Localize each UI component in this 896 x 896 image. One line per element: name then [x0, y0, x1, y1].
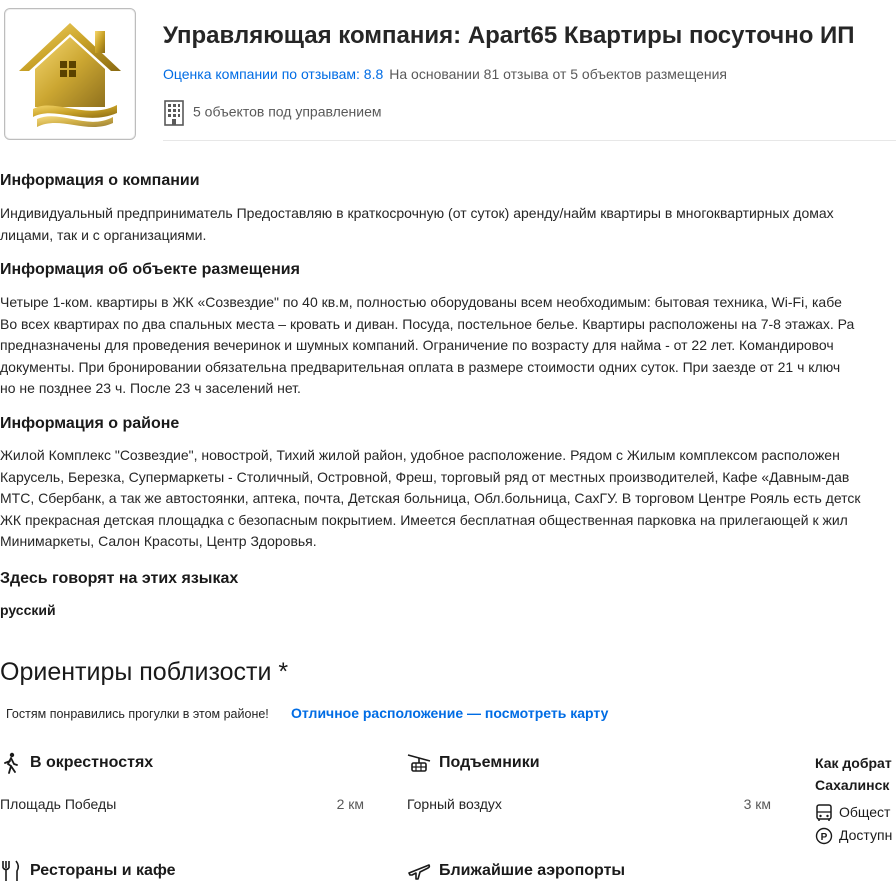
nearby-item-name: Горный воздух: [407, 796, 502, 812]
category-title: Рестораны и кафе: [30, 862, 176, 880]
languages-heading: Здесь говорят на этих языках: [0, 570, 239, 587]
category-title: Подъемники: [439, 754, 540, 772]
category-surroundings: [0, 752, 153, 774]
house-logo-icon: [5, 9, 135, 139]
getting-there-heading-line: Как добрат: [815, 755, 892, 771]
category-title: Ближайшие аэропорты: [439, 862, 626, 880]
rating-basis: На основании 81 отзыва от 5 объектов размещения: [389, 66, 727, 82]
district-info-heading: Информация о районе: [0, 415, 180, 432]
properties-managed-text: 5 объектов под управлением: [193, 103, 382, 120]
property-info-text: Четыре 1-ком. квартиры в ЖК «Созвездие" по 40 кв.м, полностью оборудованы всем необходимым: бытовая техника, Wi-Fi, кабе Во всех квартирах по два спальных места – кровать и диван. Посуда, постельное белье. Квартиры расположены на 7-8 этажах. Ра предназначены для проведения вечеринок и шумных компаний. Ограничение по возрасту для найма - от 22 лет. Командировоч документы. При бронировании обязательна предварительная оплата в размере стоимости одних суток. При заезде от 21 ч ключ но не позднее 23 ч. После 23 ч заселений нет.: [0, 294, 855, 396]
nearby-item-name: Площадь Победы: [0, 796, 117, 812]
transport-public: [815, 804, 890, 822]
transport-label: Общест: [839, 804, 891, 820]
walking-person-icon: [0, 752, 22, 774]
getting-there-heading: [815, 752, 892, 796]
header-divider: [163, 140, 896, 141]
fork-knife-icon: [0, 860, 22, 882]
guests-note: Гостям понравились прогулки в этом районе!: [6, 707, 269, 721]
nearby-item-distance: 3 км: [743, 796, 771, 812]
svg-text:P: P: [820, 832, 828, 844]
page-title: Управляющая компания: Apart65 Квартиры посуточно ИП: [163, 22, 855, 49]
getting-there-heading-line: Сахалинск: [815, 777, 890, 793]
category-title: В окрестностях: [30, 754, 154, 772]
parking-icon: [815, 827, 833, 845]
property-info-heading: Информация об объекте размещения: [0, 261, 300, 278]
district-info-text: Жилой Комплекс "Созвездие", новострой, Тихий жилой район, удобное расположение. Рядом с Жилым комплексом расположен Карусель, Березка, Супермаркеты - Столичный, Островной, Фреш, торговый ряд от местных производителей, Кафе «Давным-дав МТС, Сбербанк, а так же автостоянки, аптека, почта, Детская больница, Обл.больница, СахГУ. В торговом Центре Рояль есть детск ЖК прекрасная детская площадка с безопасным покрытием. Имеется бесплатная общественная парковка на прилегающей к жил Минимаркеты, Салон Красоты, Центр Здоровья.: [0, 447, 861, 549]
building-icon: [163, 100, 185, 126]
category-restaurants: [0, 860, 176, 882]
category-airports: [407, 860, 625, 882]
company-logo: [4, 8, 136, 140]
company-info-text: Индивидуальный предприниматель Предоставляю в краткосрочную (от суток) аренду/найм квартиры в многоквартирных домах лицами, так и с организациями.: [0, 205, 834, 243]
view-map-link[interactable]: Отличное расположение — посмотреть карту: [291, 705, 609, 721]
company-rating[interactable]: Оценка компании по отзывам: 8.8: [163, 66, 384, 82]
properties-managed: [163, 100, 382, 126]
category-ski-lifts: [407, 752, 540, 774]
ski-lift-icon: [407, 752, 431, 774]
transport-parking: [815, 827, 892, 845]
rating-line: [163, 66, 727, 82]
airplane-icon: [407, 860, 431, 882]
nearby-item-distance: 2 км: [336, 796, 364, 812]
bus-icon: [815, 804, 833, 822]
company-info-heading: Информация о компании: [0, 172, 200, 189]
nearby-title: Ориентиры поблизости *: [0, 658, 289, 686]
language-value: русский: [0, 602, 56, 618]
transport-label: Доступн: [839, 827, 893, 843]
